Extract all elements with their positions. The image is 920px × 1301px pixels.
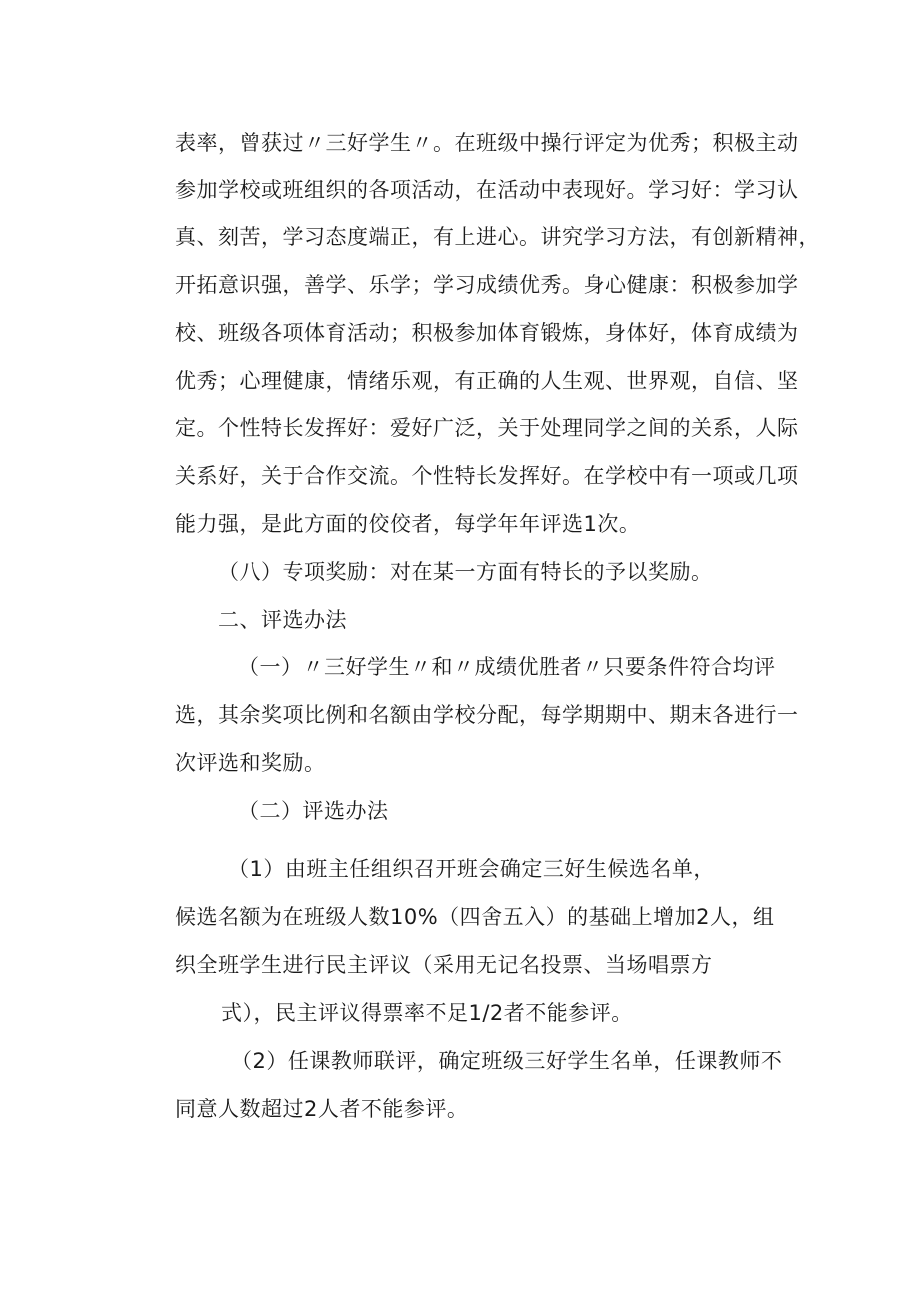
paragraph-line: 真、刻苦，学习态度端正，有上进心。讲究学习方法，有创新精神， xyxy=(175,225,820,249)
section-item-special-award: （八）专项奖励：对在某一方面有特长的予以奖励。 xyxy=(218,560,713,584)
paragraph-line: 定。个性特长发挥好：爱好广泛，关于处理同学之间的关系，人际 xyxy=(175,416,799,440)
paragraph-line: 校、班级各项体育活动；积极参加体育锻炼，身体好，体育成绩为 xyxy=(175,321,799,345)
paragraph-line: 候选名额为在班级人数10%（四舍五入）的基础上增加2人，组 xyxy=(175,905,775,929)
paragraph-line: 开拓意识强，善学、乐学；学习成绩优秀。身心健康：积极参加学 xyxy=(175,273,799,297)
paragraph-line: （2）任课教师联评，确定班级三好学生名单，任课教师不 xyxy=(231,1049,783,1073)
paragraph-line: 参加学校或班组织的各项活动，在活动中表现好。学习好：学习认 xyxy=(175,178,799,202)
paragraph-line: 同意人数超过2人者不能参评。 xyxy=(175,1097,469,1121)
paragraph-line: 表率，曾获过〃三好学生〃。在班级中操行评定为优秀；积极主动 xyxy=(175,131,799,155)
subsection-heading: （二）评选办法 xyxy=(238,799,389,823)
paragraph-line: 优秀；心理健康，情绪乐观，有正确的人生观、世界观，自信、坚 xyxy=(175,369,799,393)
paragraph-line: 织全班学生进行民主评议（采用无记名投票、当场唱票方 xyxy=(175,953,713,977)
paragraph-line: （1）由班主任组织召开班会确定三好生候选名单， xyxy=(228,857,715,881)
paragraph-line: 关系好，关于合作交流。个性特长发挥好。在学校中有一项或几项 xyxy=(175,464,799,488)
paragraph-line: 选，其余奖项比例和名额由学校分配，每学期期中、期末各进行一 xyxy=(175,703,799,727)
section-heading-selection-method: 二、评选办法 xyxy=(218,608,347,632)
paragraph-line: 次评选和奖励。 xyxy=(175,751,326,775)
paragraph-line: 式），民主评议得票率不足1/2者不能参评。 xyxy=(221,1001,633,1025)
paragraph-line: （一）〃三好学生〃和〃成绩优胜者〃只要条件符合均评 xyxy=(238,655,776,679)
paragraph-line: 能力强，是此方面的佼佼者，每学年年评选1次。 xyxy=(175,512,641,536)
